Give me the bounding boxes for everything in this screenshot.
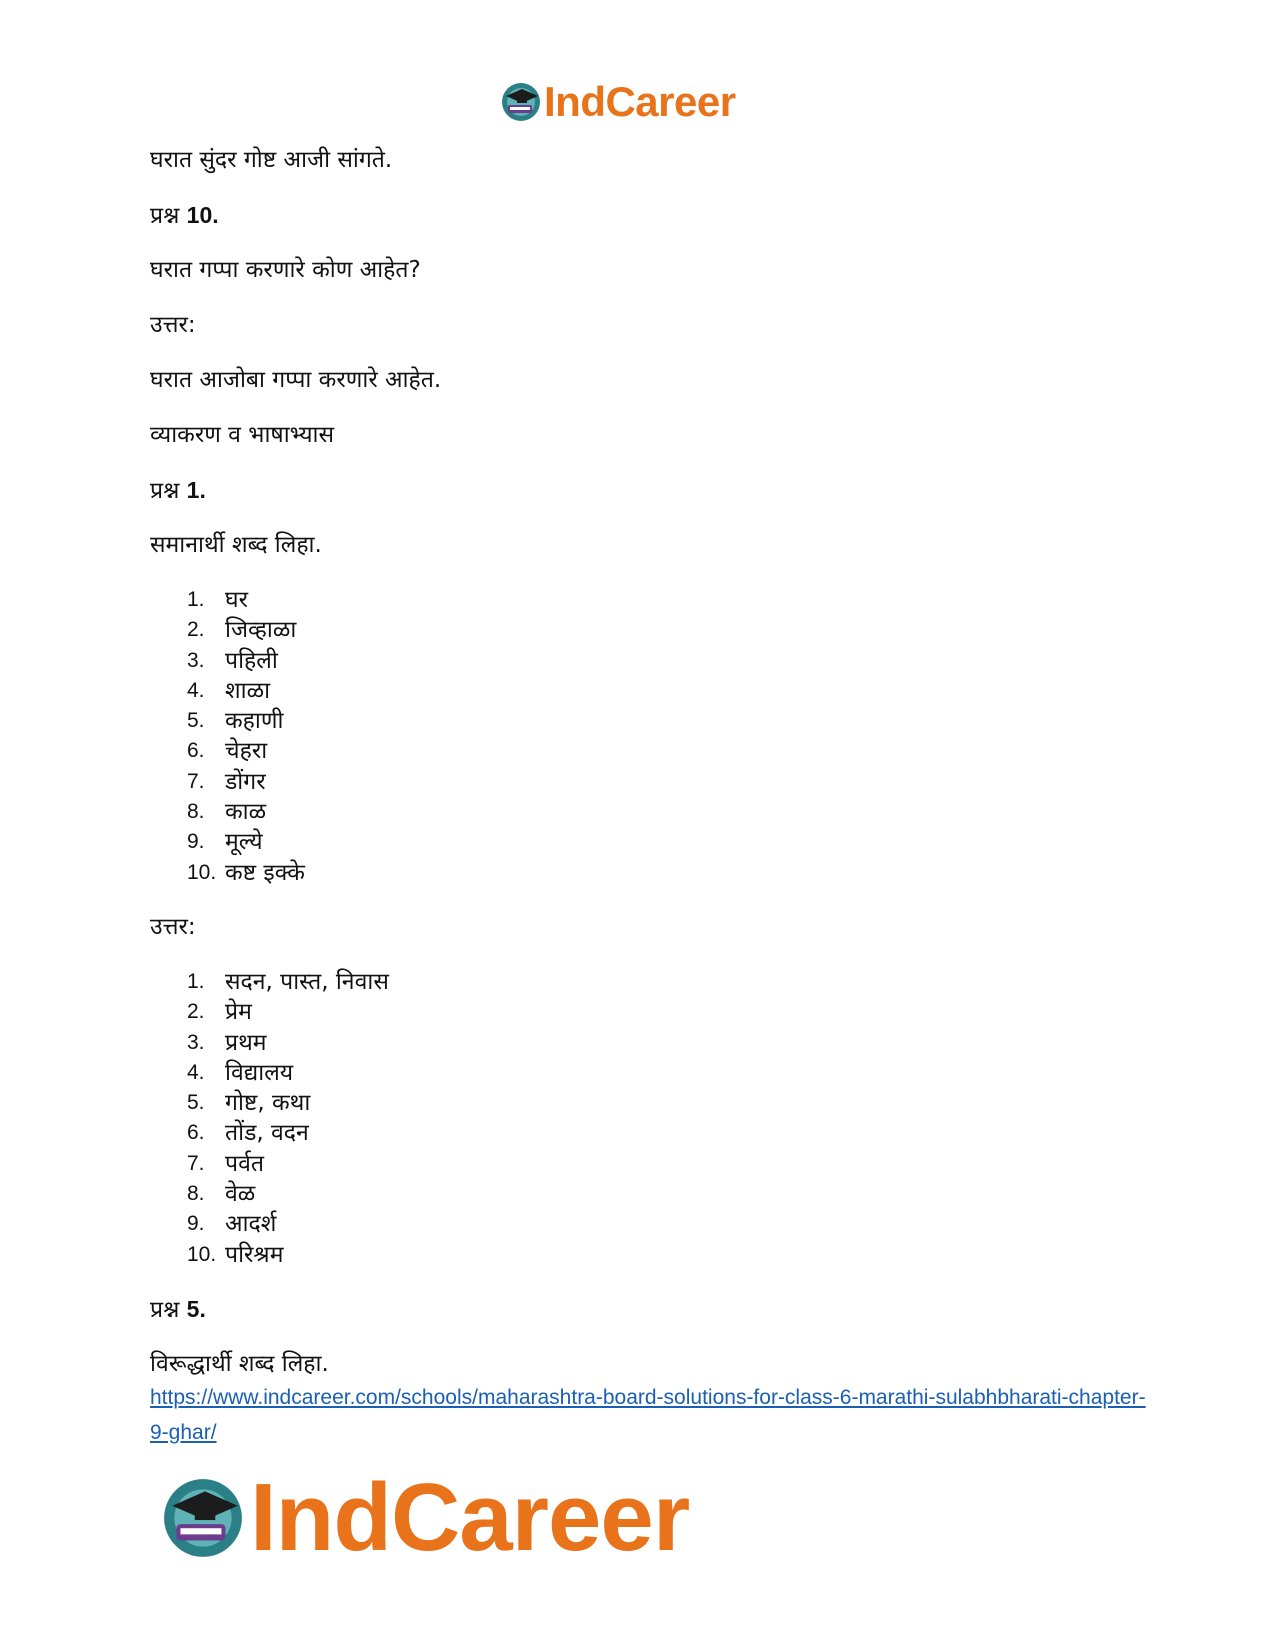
- paragraph: घरात सुंदर गोष्ट आजी सांगते.: [150, 147, 393, 173]
- source-link[interactable]: https://www.indcareer.com/schools/maharashtra-board-solutions-for-class-6-marathi-sulabhbharati-chapter-9-ghar/: [150, 1386, 1146, 1444]
- answer-label: उत्तर:: [150, 312, 196, 338]
- list-item: 4. विद्यालय: [187, 1059, 294, 1086]
- question-text: विरूद्धार्थी शब्द लिहा.: [150, 1350, 329, 1377]
- list-item: 7. डोंगर: [187, 768, 266, 795]
- answer-label: उत्तर:: [150, 913, 196, 940]
- question-heading: प्रश्न 1.: [150, 477, 206, 504]
- list-item: 9. आदर्श: [187, 1211, 277, 1238]
- document-body: [150, 145, 1130, 1380]
- logo-text: IndCareer: [250, 1464, 690, 1571]
- list-item: 4. शाळा: [187, 677, 271, 704]
- list-item: 10. कष्ट इक्के: [187, 859, 305, 886]
- list-item: 6. चेहरा: [187, 738, 268, 765]
- list-item: 1. घर: [187, 587, 248, 613]
- list-item: 8. वेळ: [187, 1181, 256, 1208]
- logo-text: IndCareer: [544, 78, 736, 125]
- list-item: 1. सदन, पास्त, निवास: [187, 968, 389, 995]
- list-item: 3. पहिली: [187, 647, 278, 674]
- list-item: 3. प्रथम: [187, 1029, 267, 1056]
- question-text: घरात गप्पा करणारे कोण आहेत?: [150, 257, 421, 283]
- list-item: 6. तोंड, वदन: [187, 1120, 309, 1147]
- graduation-cap-book-icon: [160, 1475, 246, 1561]
- list-item: 2. जिव्हाळा: [187, 617, 297, 644]
- synonym-answer-list: [150, 967, 1130, 1270]
- list-item: 8. काळ: [187, 799, 267, 826]
- list-item: 10. परिश्रम: [187, 1241, 284, 1268]
- graduation-cap-book-icon: [500, 81, 542, 123]
- list-item: 2. प्रेम: [187, 999, 252, 1026]
- question-text: समानार्थी शब्द लिहा.: [150, 532, 322, 558]
- synonym-question-list: [150, 585, 1130, 888]
- list-item: 5. गोष्ट, कथा: [187, 1090, 311, 1117]
- list-item: 5. कहाणी: [187, 708, 284, 735]
- question-heading: प्रश्न 10.: [150, 202, 219, 229]
- list-item: 7. पर्वत: [187, 1150, 264, 1177]
- footer-logo: [160, 1464, 690, 1571]
- answer-text: घरात आजोबा गप्पा करणारे आहेत.: [150, 367, 442, 393]
- section-heading: व्याकरण व भाषाभ्यास: [150, 422, 335, 448]
- header-logo: [500, 78, 736, 126]
- list-item: 9. मूल्ये: [187, 829, 263, 856]
- question-heading: प्रश्न 5.: [150, 1295, 206, 1323]
